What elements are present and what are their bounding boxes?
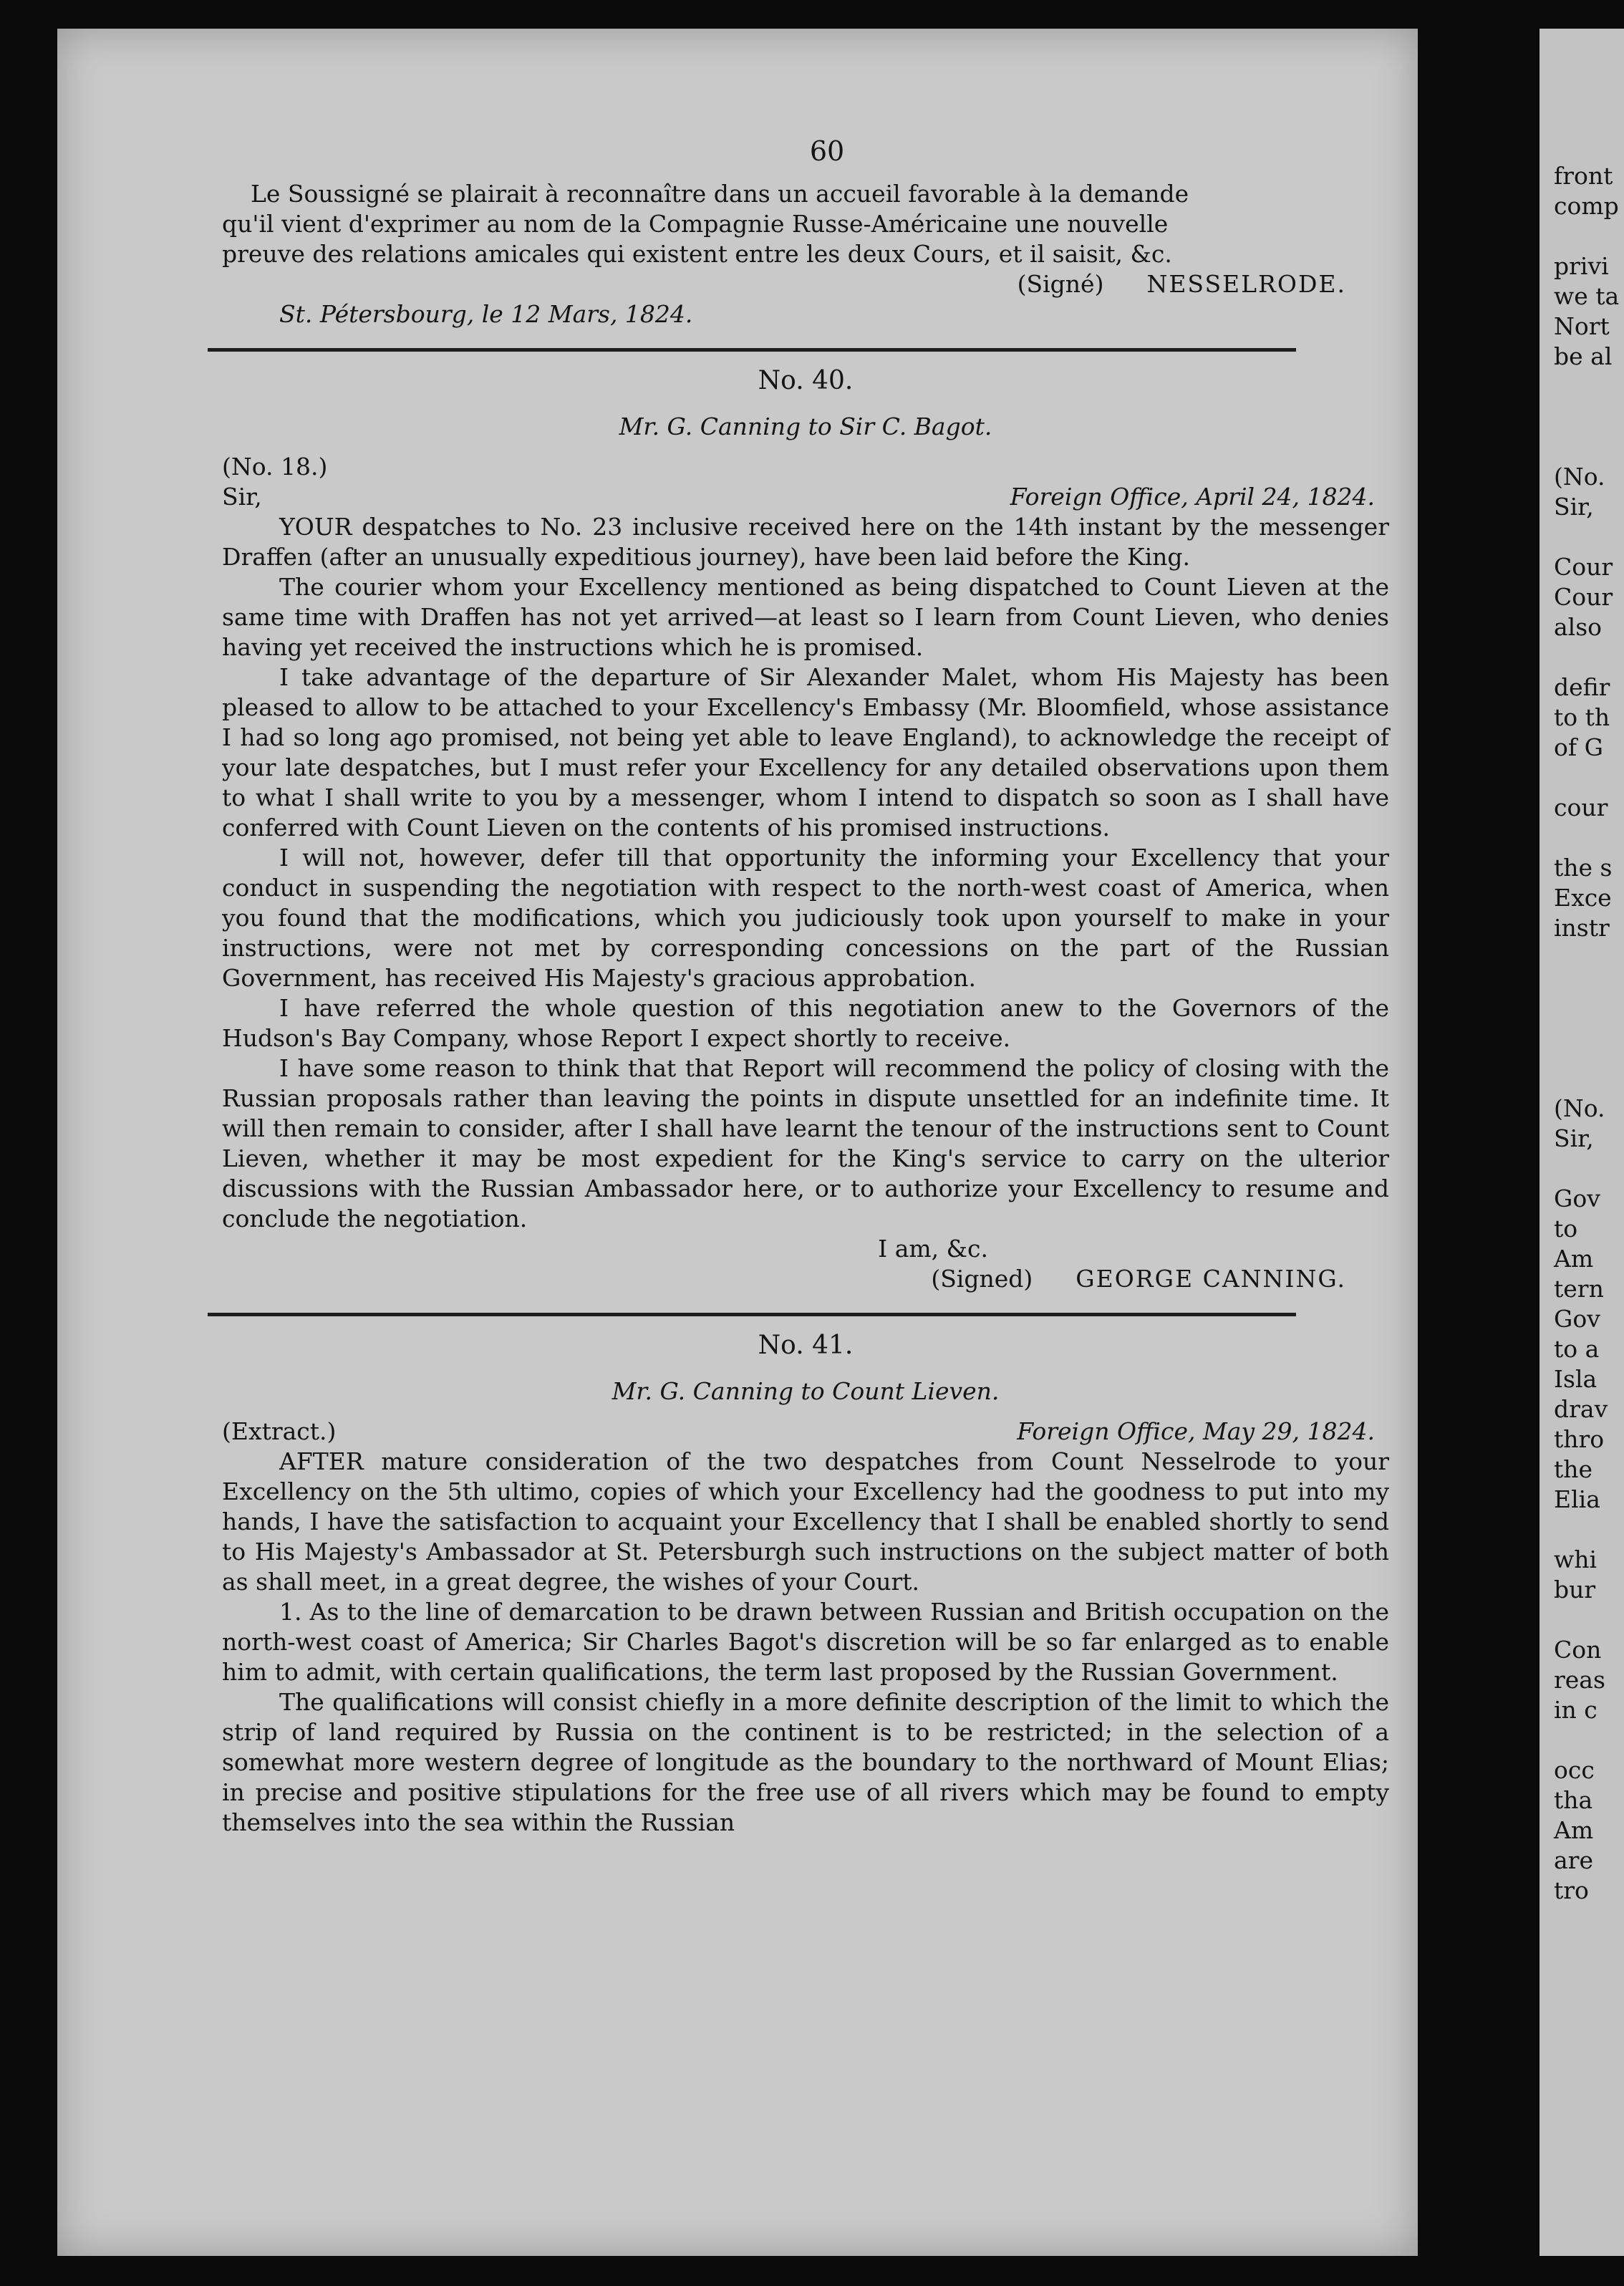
adjacent-page-fragment: front bbox=[1554, 162, 1613, 190]
book-page bbox=[57, 29, 1418, 2256]
reference-number: (No. 18.) bbox=[222, 453, 328, 481]
closing: I am, &c. bbox=[878, 1235, 988, 1263]
adjacent-page-fragment: of G bbox=[1554, 733, 1603, 761]
adjacent-page-fragment: reas bbox=[1554, 1666, 1605, 1694]
french-line: Le Soussigné se plairait à reconnaître dans un accueil favorable à la demande bbox=[251, 180, 1189, 208]
adjacent-page-gap bbox=[1540, 372, 1619, 402]
letter-paragraph: 1. As to the line of demarcation to be drawn between Russian and British occupation on the north-west coast of America; Sir Charles Bagot's discretion will be so far enlarged as to enable him to admit, with certain qualifications, the term last proposed by the Russian Government. bbox=[222, 1598, 1389, 1686]
adjacent-page-fragment: to a bbox=[1554, 1335, 1600, 1363]
french-line: qu'il vient d'exprimer au nom de la Compagnie Russe-Américaine une nouvelle bbox=[222, 210, 1169, 238]
adjacent-page-fragment: privi bbox=[1554, 252, 1609, 280]
adjacent-page-fragment: also bbox=[1554, 613, 1603, 641]
signed-label: (Signé) bbox=[1017, 270, 1104, 298]
adjacent-page-fragment: Con bbox=[1554, 1636, 1602, 1664]
adjacent-page-fragment: whi bbox=[1554, 1545, 1598, 1573]
document-heading: Mr. G. Canning to Count Lieven. bbox=[612, 1377, 1000, 1405]
adjacent-page-gap bbox=[1540, 1725, 1619, 1755]
letter-paragraph: AFTER mature consideration of the two despatches from Count Nesselrode to your Excellency on the 5th ultimo, copies of which your Excellency had the goodness to put into my hands, I have the satisfaction to acquaint your Excellency that I shall be enabled shortly to send to His Majesty's Ambassador at St. Petersburgh such instructions on the subject matter of both as shall meet, in a great degree, the wishes of your Court. bbox=[222, 1447, 1389, 1596]
french-paragraph bbox=[222, 179, 1389, 269]
letter-paragraph: I take advantage of the departure of Sir Alexander Malet, whom His Majesty has been pleased to allow to be attached to your Excellency's Embassy (Mr. Bloomfield, whose assistance I had so long ago promised, not being yet able to leave England), to acknowledge the receipt of your late despatches, but I must refer your Excellency for any detailed observations upon them to what I shall write to you by a messenger, whom I intend to dispatch so soon as I shall have conferred with Count Lieven on the contents of his promised instructions. bbox=[222, 663, 1389, 841]
adjacent-page-fragment: we ta bbox=[1554, 282, 1620, 310]
page-number: 60 bbox=[809, 135, 845, 167]
page-content bbox=[222, 136, 1389, 1838]
dateline: Foreign Office, April 24, 1824. bbox=[1010, 483, 1375, 511]
document-heading: Mr. G. Canning to Sir C. Bagot. bbox=[619, 413, 992, 440]
adjacent-page-fragment: Gov bbox=[1554, 1185, 1600, 1212]
adjacent-page-fragment: to bbox=[1554, 1215, 1578, 1243]
adjacent-page-fragment: Isla bbox=[1554, 1365, 1598, 1393]
letter-paragraph: I will not, however, defer till that opportunity the informing your Excellency that your conduct in suspending the negotiation with respect to the north-west coast of America, when you found that the modifications, which you judiciously took upon yourself to make in your instructions, were not met by corresponding concessions on the part of the Russian Government, has received His Majesty's gracious approbation. bbox=[222, 844, 1389, 992]
adjacent-page-fragment: Cour bbox=[1554, 583, 1613, 611]
reference-row bbox=[222, 1417, 1389, 1447]
adjacent-page-fragment: defir bbox=[1554, 673, 1610, 701]
adjacent-page-lines bbox=[1540, 161, 1619, 1906]
document-number: No. 41. bbox=[758, 1331, 854, 1360]
adjacent-page-gap bbox=[1540, 522, 1619, 552]
adjacent-page-gap bbox=[1540, 943, 1619, 973]
adjacent-page-gap bbox=[1540, 823, 1619, 853]
reference-label: (Extract.) bbox=[222, 1417, 337, 1445]
document-number: No. 40. bbox=[758, 366, 854, 395]
letter-paragraph: I have referred the whole question of this negotiation anew to the Governors of the Hudson's Bay Company, whose Report I expect shortly to receive. bbox=[222, 994, 1389, 1052]
signature bbox=[222, 1264, 1389, 1294]
adjacent-page-fragment: occ bbox=[1554, 1756, 1595, 1784]
adjacent-page-fragment: Exce bbox=[1554, 884, 1612, 912]
salutation: Sir, bbox=[222, 483, 262, 511]
adjacent-page-fragment: drav bbox=[1554, 1395, 1608, 1423]
adjacent-page-fragment: Cour bbox=[1554, 553, 1613, 581]
signer-name: GEORGE CANNING. bbox=[1076, 1265, 1346, 1293]
adjacent-page-fragment: Gov bbox=[1554, 1305, 1600, 1333]
adjacent-page-edge bbox=[1540, 29, 1624, 2256]
signed-label: (Signed) bbox=[931, 1265, 1033, 1293]
adjacent-page-gap bbox=[1540, 1515, 1619, 1545]
salutation-row bbox=[222, 482, 1389, 512]
french-line: preuve des relations amicales qui existent entre les deux Cours, et il saisit, &c. bbox=[222, 240, 1172, 268]
adjacent-page-fragment: Elia bbox=[1554, 1485, 1600, 1513]
adjacent-page-gap bbox=[1540, 1064, 1619, 1094]
section-divider bbox=[208, 1313, 1296, 1316]
section-divider bbox=[208, 348, 1296, 352]
adjacent-page-fragment: to th bbox=[1554, 703, 1610, 731]
dateline: Foreign Office, May 29, 1824. bbox=[1017, 1417, 1375, 1445]
adjacent-page-gap bbox=[1540, 221, 1619, 251]
adjacent-page-fragment: cour bbox=[1554, 794, 1608, 821]
french-signature bbox=[222, 269, 1389, 299]
adjacent-page-fragment: in c bbox=[1554, 1696, 1598, 1724]
adjacent-page-fragment: bur bbox=[1554, 1576, 1596, 1603]
adjacent-page-fragment: comp bbox=[1554, 192, 1619, 220]
adjacent-page-fragment: tern bbox=[1554, 1275, 1604, 1303]
signer-name: NESSELRODE. bbox=[1146, 270, 1346, 298]
french-dateline: St. Pétersbourg, le 12 Mars, 1824. bbox=[279, 300, 693, 328]
adjacent-page-fragment: tha bbox=[1554, 1786, 1593, 1814]
adjacent-page-fragment: (No. bbox=[1554, 463, 1605, 491]
adjacent-page-gap bbox=[1540, 1605, 1619, 1635]
adjacent-page-gap bbox=[1540, 973, 1619, 1003]
adjacent-page-gap bbox=[1540, 432, 1619, 462]
adjacent-page-fragment: the s bbox=[1554, 854, 1613, 882]
adjacent-page-fragment: Sir, bbox=[1554, 1124, 1594, 1152]
adjacent-page-gap bbox=[1540, 642, 1619, 672]
adjacent-page-fragment: be al bbox=[1554, 342, 1613, 370]
adjacent-page-fragment: tro bbox=[1554, 1876, 1589, 1904]
adjacent-page-gap bbox=[1540, 763, 1619, 793]
letter-paragraph: I have some reason to think that that Report will recommend the policy of closing with the Russian proposals rather than leaving the points in dispute unsettled for an indefinite time. It will then remain to consider, after I shall have learnt the tenour of the instructions sent to Count Lieven, whether it may be most expedient for the King's service to carry on the ulterior discussions with the Russian Ambassador here, or to authorize your Excellency to resume and conclude the negotiation. bbox=[222, 1054, 1389, 1233]
adjacent-page-fragment: thro bbox=[1554, 1425, 1605, 1453]
adjacent-page-gap bbox=[1540, 1003, 1619, 1033]
adjacent-page-fragment: the bbox=[1554, 1455, 1593, 1483]
adjacent-page-gap bbox=[1540, 1033, 1619, 1064]
adjacent-page-gap bbox=[1540, 402, 1619, 432]
adjacent-page-fragment: Am bbox=[1554, 1245, 1594, 1273]
adjacent-page-fragment: Sir, bbox=[1554, 493, 1594, 521]
adjacent-page-fragment: (No. bbox=[1554, 1094, 1605, 1122]
letter-paragraph: YOUR despatches to No. 23 inclusive received here on the 14th instant by the messenger Draffen (after an unusually expeditious journey), have been laid before the King. bbox=[222, 513, 1389, 571]
adjacent-page-fragment: are bbox=[1554, 1846, 1593, 1874]
adjacent-page-fragment: instr bbox=[1554, 914, 1610, 942]
adjacent-page-gap bbox=[1540, 1154, 1619, 1184]
letter-paragraph: The qualifications will consist chiefly in a more definite description of the limit to which the strip of land required by Russia on the continent is to be restricted; in the selection of a somewhat more western degree of longitude as the boundary to the northward of Mount Elias; in precise and positive stipulations for the free use of all rivers which may be found to empty themselves into the sea within the Russian bbox=[222, 1688, 1389, 1836]
adjacent-page-fragment: Am bbox=[1554, 1816, 1594, 1844]
adjacent-page-fragment: Nort bbox=[1554, 312, 1610, 340]
letter-paragraph: The courier whom your Excellency mentioned as being dispatched to Count Lieven at the same time with Draffen has not yet arrived—at least so I learn from Count Lieven, who denies having yet received the instructions which he is promised. bbox=[222, 573, 1389, 661]
